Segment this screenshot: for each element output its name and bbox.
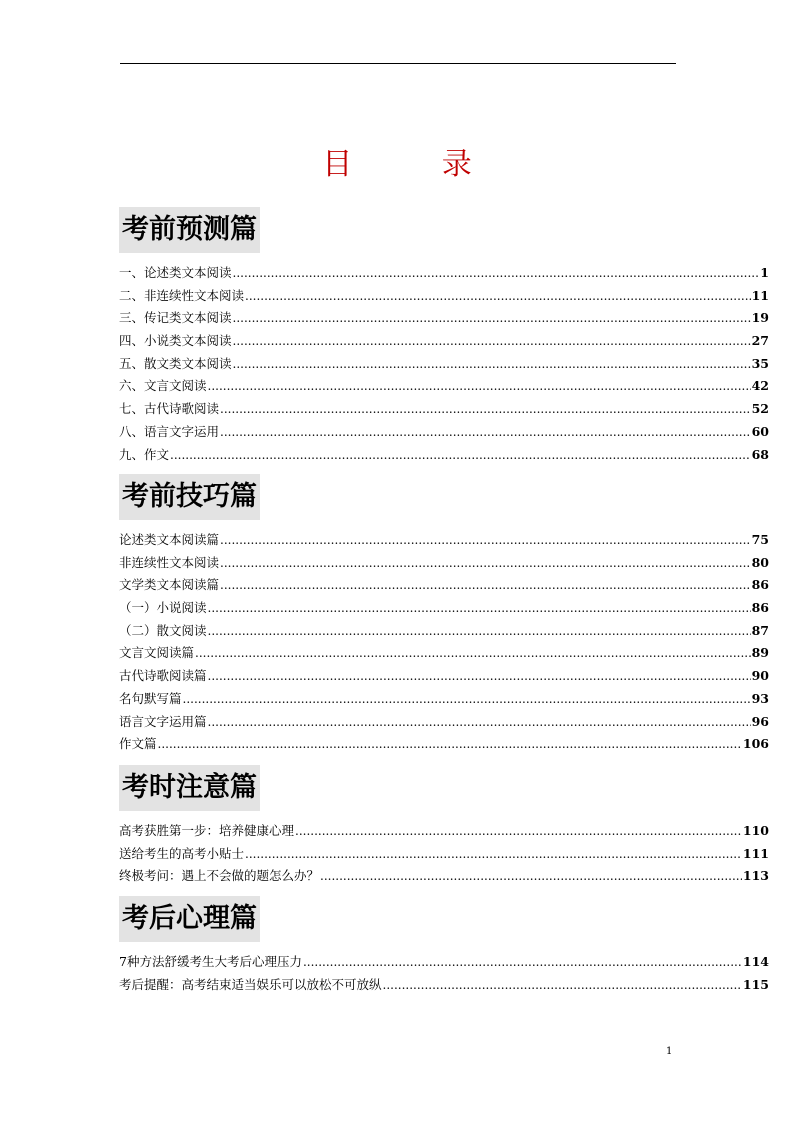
- dot-leader: [233, 307, 751, 330]
- header-rule: [120, 63, 676, 64]
- dot-leader: [320, 865, 742, 888]
- toc-entry-page: 35: [751, 355, 769, 371]
- toc-entry[interactable]: [119, 843, 769, 866]
- toc-entry-label: （二）散文阅读: [119, 622, 207, 638]
- toc-entry-page: 106: [742, 736, 769, 752]
- section-heading: 考时注意篇: [119, 765, 260, 811]
- toc-entry[interactable]: [119, 597, 769, 620]
- toc-entry-page: 89: [751, 645, 769, 661]
- toc-entry-page: 111: [742, 845, 769, 861]
- toc-entry-label: 一、论述类文本阅读: [119, 265, 232, 280]
- toc-entry-page: 42: [751, 378, 769, 394]
- section-predict: [119, 207, 769, 466]
- toc-entry[interactable]: [119, 353, 769, 376]
- dot-leader: [245, 843, 742, 866]
- toc-entry[interactable]: [119, 642, 769, 665]
- toc-entry[interactable]: [119, 330, 769, 353]
- dot-leader: [233, 353, 751, 376]
- toc-entry-page: 90: [751, 668, 769, 684]
- toc-entry-page: 1: [760, 265, 769, 280]
- toc-entry[interactable]: [119, 711, 769, 734]
- toc-list: [119, 529, 769, 756]
- toc-entry-label: 九、作文: [119, 446, 170, 462]
- toc-entry[interactable]: [119, 444, 769, 467]
- toc-entry[interactable]: [119, 974, 769, 997]
- toc-entry-page: 86: [751, 577, 769, 593]
- dot-leader: [208, 665, 751, 688]
- toc-entry-label: 考后提醒：高考结束适当娱乐可以放松不可放纵: [119, 976, 382, 992]
- toc-entry-label: 五、散文类文本阅读: [119, 355, 232, 371]
- toc-entry-label: 四、小说类文本阅读: [119, 333, 232, 349]
- toc-entry-label: 非连续性文本阅读: [119, 554, 220, 570]
- dot-leader: [220, 398, 751, 421]
- dot-leader: [220, 421, 751, 444]
- toc-entry-page: 96: [751, 713, 769, 729]
- dot-leader: [233, 262, 760, 285]
- section-during-exam: [119, 765, 769, 888]
- toc-entry[interactable]: [119, 665, 769, 688]
- toc-entry-page: 27: [751, 333, 769, 349]
- toc-entry-page: 115: [742, 976, 769, 992]
- toc-entry-label: 作文篇: [119, 736, 157, 752]
- dot-leader: [220, 574, 751, 597]
- toc-entry-page: 11: [751, 287, 769, 303]
- section-heading: 考后心理篇: [119, 896, 260, 942]
- toc-entry-label: 送给考生的高考小贴士: [119, 845, 245, 861]
- section-skills: [119, 474, 769, 756]
- toc-entry-label: 7种方法舒缓考生大考后心理压力: [119, 954, 302, 969]
- toc-entry[interactable]: [119, 688, 769, 711]
- toc-entry-label: 六、文言文阅读: [119, 378, 207, 394]
- toc-entry[interactable]: [119, 951, 769, 974]
- toc-entry[interactable]: [119, 620, 769, 643]
- dot-leader: [220, 552, 751, 575]
- dot-leader: [383, 974, 742, 997]
- dot-leader: [170, 444, 751, 467]
- toc-entry-label: 高考获胜第一步：培养健康心理: [119, 823, 295, 838]
- section-heading: 考前预测篇: [119, 207, 260, 253]
- toc-entry-label: 七、古代诗歌阅读: [119, 401, 220, 417]
- toc-list: [119, 820, 769, 888]
- toc-entry-page: 113: [742, 868, 769, 884]
- page-number: 1: [666, 1046, 673, 1057]
- toc-entry-label: 终极考问：遇上不会做的题怎么办？: [119, 868, 320, 884]
- toc-entry-page: 52: [751, 401, 769, 417]
- toc-entry-label: 文学类文本阅读篇: [119, 577, 220, 593]
- toc-entry-page: 75: [751, 532, 769, 547]
- toc-title: 目 录: [322, 147, 512, 182]
- dot-leader: [158, 733, 742, 756]
- toc-entry[interactable]: [119, 421, 769, 444]
- toc-entry-page: 60: [751, 423, 769, 439]
- toc-entry[interactable]: [119, 574, 769, 597]
- dot-leader: [195, 642, 751, 665]
- toc-entry-label: 八、语言文字运用: [119, 423, 220, 439]
- dot-leader: [245, 285, 751, 308]
- toc-entry-label: 三、传记类文本阅读: [119, 310, 232, 326]
- toc-entry-label: 语言文字运用篇: [119, 713, 207, 729]
- toc-entry[interactable]: [119, 733, 769, 756]
- toc-entry-label: 文言文阅读篇: [119, 645, 195, 661]
- toc-entry-page: 80: [751, 554, 769, 570]
- toc-entry-page: 114: [742, 954, 769, 969]
- toc-entry[interactable]: [119, 307, 769, 330]
- dot-leader: [208, 597, 751, 620]
- dot-leader: [208, 711, 751, 734]
- dot-leader: [208, 620, 751, 643]
- toc-entry-page: 19: [751, 310, 769, 326]
- toc-entry-page: 87: [751, 622, 769, 638]
- toc-entry[interactable]: [119, 375, 769, 398]
- toc-list: [119, 262, 769, 466]
- toc-entry-label: 论述类文本阅读篇: [119, 532, 220, 547]
- section-heading: 考前技巧篇: [119, 474, 260, 520]
- toc-list: [119, 951, 769, 996]
- toc-entry[interactable]: [119, 552, 769, 575]
- dot-leader: [295, 820, 742, 843]
- toc-entry[interactable]: [119, 529, 769, 552]
- dot-leader: [208, 375, 751, 398]
- toc-entry-page: 86: [751, 600, 769, 616]
- toc-entry-label: 古代诗歌阅读篇: [119, 668, 207, 684]
- toc-entry-page: 110: [742, 823, 769, 838]
- dot-leader: [183, 688, 751, 711]
- toc-entry[interactable]: [119, 820, 769, 843]
- toc-entry-label: （一）小说阅读: [119, 600, 207, 616]
- section-after-exam: [119, 896, 769, 996]
- dot-leader: [233, 330, 751, 353]
- toc-entry[interactable]: [119, 398, 769, 421]
- toc-entry-label: 名句默写篇: [119, 690, 182, 706]
- toc-entry-page: 93: [751, 690, 769, 706]
- dot-leader: [303, 951, 742, 974]
- toc-entry[interactable]: [119, 285, 769, 308]
- toc-entry[interactable]: [119, 865, 769, 888]
- dot-leader: [220, 529, 751, 552]
- toc-entry-label: 二、非连续性文本阅读: [119, 287, 245, 303]
- toc-entry-page: 68: [751, 446, 769, 462]
- toc-entry[interactable]: [119, 262, 769, 285]
